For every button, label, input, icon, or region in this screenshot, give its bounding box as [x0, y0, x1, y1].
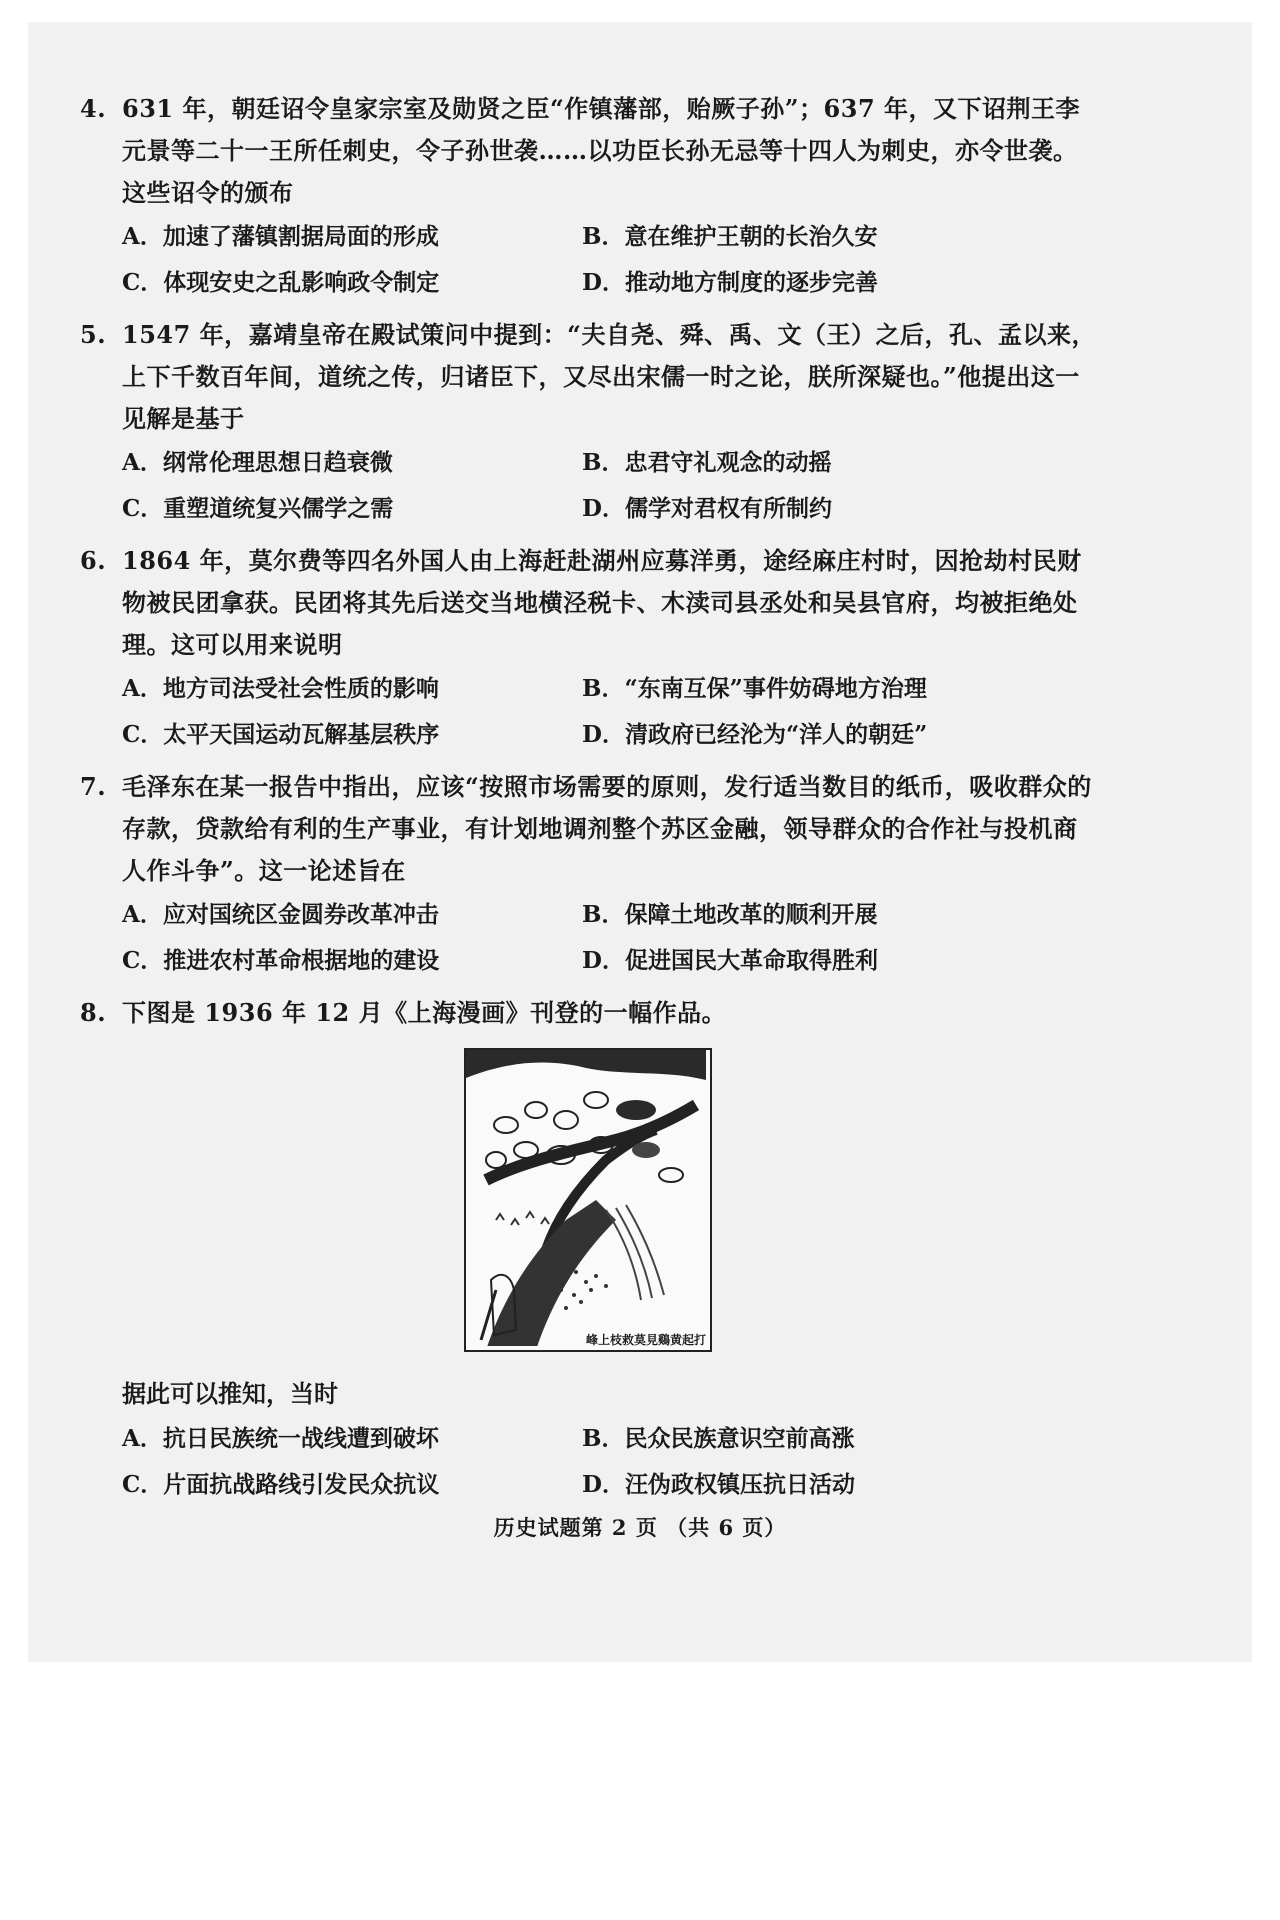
question-text: 631 年，朝廷诏令皇家宗室及勋贤之臣“作镇藩部，贻厥子孙”；637 年，又下诏荆王李元景等二十一王所任刺史，令子孙世袭……以功臣长孙无忌等十四人为刺史，亦令世袭。这些诏令的颁布: [122, 94, 1081, 207]
question-stem: [80, 766, 1100, 892]
question-stem: [80, 540, 1100, 666]
question-stem: [80, 88, 1100, 214]
option-a: A．抗日民族统一战线遭到破坏: [122, 1425, 439, 1452]
option-d: D．清政府已经沦为“洋人的朝廷”: [582, 721, 928, 748]
option-d: D．汪伪政权镇压抗日活动: [582, 1471, 855, 1498]
option-c: C．太平天国运动瓦解基层秩序: [122, 721, 440, 748]
question-stem: [80, 314, 1100, 440]
option-b: B．忠君守礼观念的动摇: [582, 449, 832, 476]
option-a: A．地方司法受社会性质的影响: [122, 675, 439, 702]
options: [80, 892, 1100, 984]
option-a: A．加速了藩镇割据局面的形成: [122, 223, 439, 250]
option-c: C．推进农村革命根据地的建设: [122, 947, 440, 974]
options: [80, 214, 1100, 306]
question-text: 1547 年，嘉靖皇帝在殿试策问中提到：“夫自尧、舜、禹、文（王）之后，孔、孟以来，上下千数百年间，道统之传，归诸臣下，又尽出宋儒一时之论，朕所深疑也。”他提出这一见解是基于: [122, 320, 1096, 433]
option-d: D．推动地方制度的逐步完善: [582, 269, 878, 296]
question-4: [80, 88, 1100, 306]
question-text: 下图是 1936 年 12 月《上海漫画》刊登的一幅作品。: [122, 998, 727, 1027]
question-stem: [80, 992, 1100, 1034]
option-c: C．重塑道统复兴儒学之需: [122, 495, 394, 522]
option-d: D．促进国民大革命取得胜利: [582, 947, 878, 974]
option-b: B．意在维护王朝的长治久安: [582, 223, 878, 250]
option-b: B．保障土地改革的顺利开展: [582, 901, 878, 928]
option-d: D．儒学对君权有所制约: [582, 495, 832, 522]
options: [80, 1416, 1100, 1508]
question-list: [80, 88, 1100, 1516]
question-number: 5.: [80, 320, 107, 349]
question-7: [80, 766, 1100, 984]
page-footer: 历史试题第 2 页 （共 6 页）: [493, 1515, 787, 1540]
option-b: B．民众民族意识空前高涨: [582, 1425, 855, 1452]
cartoon-figure: [464, 1048, 712, 1352]
question-5: [80, 314, 1100, 532]
option-c: C．片面抗战路线引发民众抗议: [122, 1471, 440, 1498]
question-number: 7.: [80, 772, 107, 801]
option-c: C．体现安史之乱影响政令制定: [122, 269, 440, 296]
question-text: 1864 年，莫尔费等四名外国人由上海赶赴湖州应募洋勇，途经麻庄村时，因抢劫村民财物被民团拿获。民团将其先后送交当地横泾税卡、木渎司县丞处和吴县官府，均被拒绝处理。这可以用来说明: [122, 546, 1082, 659]
figure-caption: 峰上枝救莫見鷄黄起打: [585, 1333, 706, 1347]
option-b: B．“东南互保”事件妨碍地方治理: [582, 675, 927, 702]
options: [80, 666, 1100, 758]
options: [80, 440, 1100, 532]
question-number: 4.: [80, 94, 107, 123]
question-text: 毛泽东在某一报告中指出，应该“按照市场需要的原则，发行适当数目的纸币，吸收群众的存款，贷款给有利的生产事业，有计划地调剂整个苏区金融，领导群众的合作社与投机商人作斗争”。这一论述旨在: [122, 772, 1092, 885]
question-6: [80, 540, 1100, 758]
question-number: 6.: [80, 546, 107, 575]
option-a: A．纲常伦理思想日趋衰微: [122, 449, 393, 476]
question-number: 8.: [80, 998, 107, 1027]
question-8: [80, 992, 1100, 1508]
question-lead: 据此可以推知，当时: [122, 1379, 338, 1408]
cartoon-drawing: [466, 1050, 706, 1346]
option-a: A．应对国统区金圆券改革冲击: [122, 901, 439, 928]
